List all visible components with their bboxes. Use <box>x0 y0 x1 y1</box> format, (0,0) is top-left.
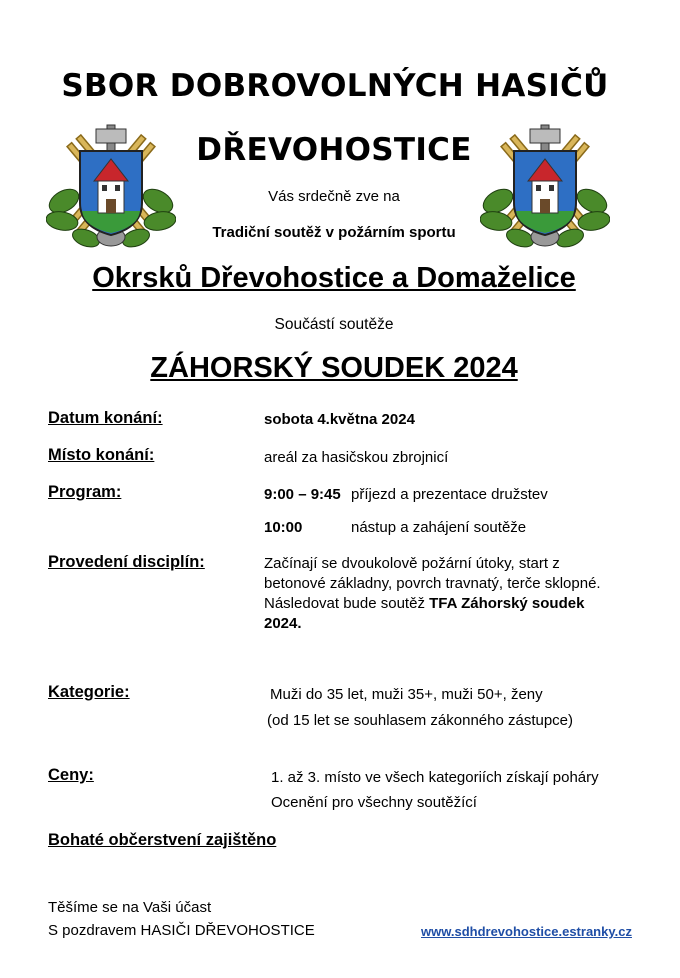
series-title: ZÁHORSKÝ SOUDEK 2024 <box>150 352 518 384</box>
footer-line2: S pozdravem HASIČI DŘEVOHOSTICE <box>48 922 315 939</box>
part-of-text: Součástí soutěže <box>274 316 394 333</box>
disciplines-label: Provedení disciplín: <box>48 553 205 571</box>
program-text-2: nástup a zahájení soutěže <box>351 519 527 536</box>
categories-line2: (od 15 let se souhlasem zákonného zástupce) <box>267 712 574 729</box>
program-time-1: 9:00 – 9:45 <box>264 486 341 503</box>
footer-line1: Těšíme se na Vaši účast <box>48 899 212 916</box>
date-label: Datum konání: <box>48 409 163 427</box>
disciplines-text <box>264 554 614 634</box>
date-value: sobota 4.května 2024 <box>264 411 415 428</box>
website-link[interactable]: www.sdhdrevohostice.estranky.cz <box>421 924 632 939</box>
event-name: Tradiční soutěž v požárním sportu <box>212 224 456 241</box>
place-label: Místo konání: <box>48 446 155 464</box>
place-value: areál za hasičskou zbrojnicí <box>264 449 449 466</box>
disciplines-tfa: TFA Záhorský soudek 2024. <box>264 595 585 632</box>
prizes-line1: 1. až 3. místo ve všech kategoriích získají poháry <box>271 769 599 786</box>
disciplines-body: Začínají se dvoukolově požární útoky, start z betonové základny, povrch travnatý, terče sklopné. Následovat bude soutěž <box>264 555 601 612</box>
invite-text: Vás srdečně zve na <box>268 188 400 205</box>
refreshment-note: Bohaté občerstvení zajištěno <box>48 831 277 849</box>
prizes-label: Ceny: <box>48 766 94 784</box>
program-label: Program: <box>48 483 122 501</box>
org-title-line1: SBOR DOBROVOLNÝCH HASIČŮ <box>61 68 609 104</box>
org-title-line2: DŘEVOHOSTICE <box>196 132 472 168</box>
program-text-1: příjezd a prezentace družstev <box>351 486 548 503</box>
categories-label: Kategorie: <box>48 683 130 701</box>
prizes-line2: Ocenění pro všechny soutěžící <box>271 794 477 811</box>
program-time-2: 10:00 <box>264 519 303 536</box>
districts-heading: Okrsků Dřevohostice a Domaželice <box>92 262 576 294</box>
categories-line1: Muži do 35 let, muži 35+, muži 50+, ženy <box>270 686 543 703</box>
